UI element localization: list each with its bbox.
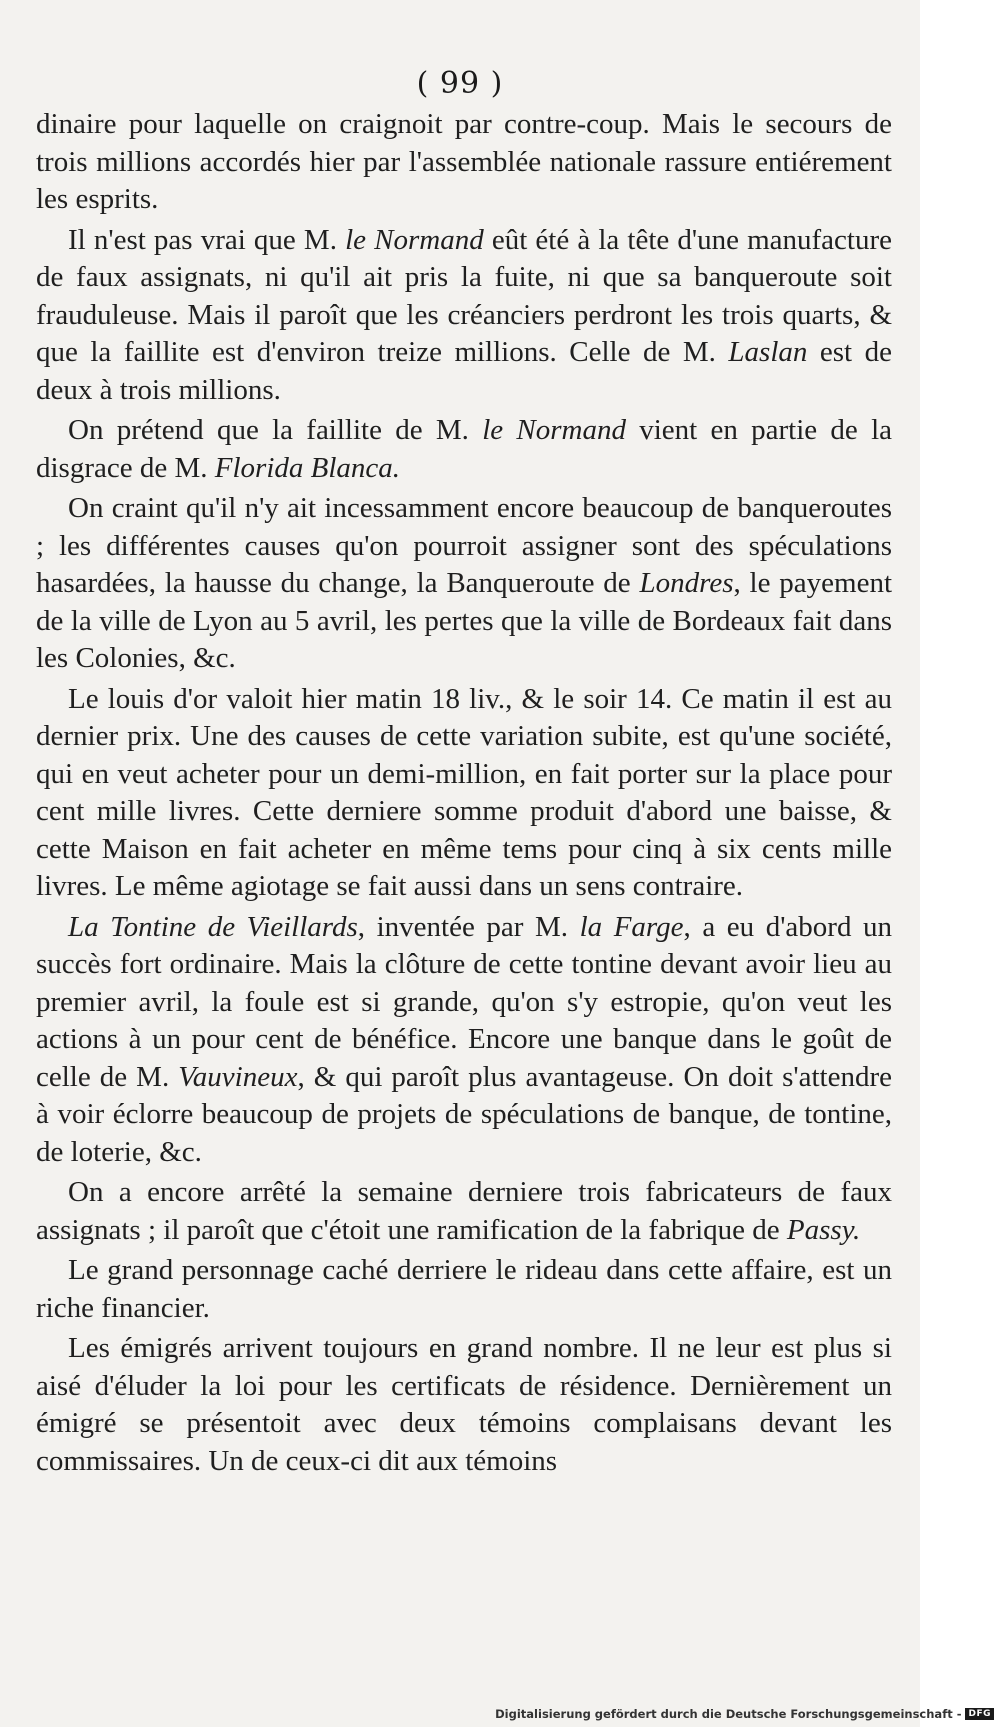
paragraph (36, 490, 892, 678)
text-run: Le louis d'or valoit hier matin 18 liv., & le soir 14. Ce matin il est au dernier prix. Une des causes de cette variation subite, est qu'une société, qui en veut acheter pour un demi-million, en fait porter sur la place pour cent mille livres. Cette derniere somme produit d'abord une baisse, & cette Maison en fait acheter en même tems pour cinq à six cents mille livres. Le même agiotage se fait aussi dans un sens contraire. (36, 682, 892, 902)
paragraph (36, 412, 892, 487)
italic-name: Vauvineux (178, 1060, 298, 1093)
page-number: ( 99 ) (416, 66, 504, 101)
italic-name: Florida Blanca. (214, 451, 401, 484)
text-run: est de deux à trois millions. (36, 336, 892, 406)
text-run: On prétend que la faillite de M. (68, 414, 483, 446)
italic-name: la Farge (579, 910, 684, 943)
digitization-credit (495, 1705, 994, 1723)
text-run: , a eu d'abord un succès fort ordinaire. Mais la clôture de cette tontine devant avoir lieu au premier avril, la foule est si grande, qu'on s'y estropie, qu'on veut les actions à un pour cent de bénéfice. Encore une banque dans le goût de celle de M. (36, 910, 893, 1093)
text-run: On a encore arrêté la semaine derniere trois fabricateurs de faux assignats ; il paroît que c'étoit une ramification de la fabrique de (36, 1176, 892, 1246)
text-run: , le payement de la ville de Lyon au 5 avril, les pertes que la ville de Bordeaux fait dans les Colonies, &c. (36, 567, 892, 674)
italic-name: Londres (639, 567, 734, 599)
paragraph (36, 222, 892, 410)
italic-name: Laslan (728, 336, 808, 368)
dfg-logo-icon: DFG (965, 1708, 994, 1720)
page-body-text (36, 106, 892, 1483)
text-run: , inventée par M. (357, 910, 580, 943)
paragraph (36, 1330, 892, 1480)
text-run: dinaire pour laquelle on craignoit par contre-coup. Mais le secours de trois millions accordés hier par l'assemblée nationale rassure entiérement les esprits. (36, 108, 892, 215)
italic-name: La Tontine de Vieillards (68, 910, 358, 943)
paragraph (36, 681, 892, 906)
paragraph (36, 106, 892, 219)
paragraph (36, 1252, 892, 1327)
italic-name: le Normand (482, 414, 626, 446)
text-run: , & qui paroît plus avantageuse. On doit s'attendre à voir éclorre beaucoup de projets de spéculations de banque, de tontine, de loterie, &c. (36, 1060, 892, 1168)
paragraph (36, 909, 892, 1172)
text-run: Il n'est pas vrai que M. (68, 223, 346, 256)
paragraph (36, 1174, 892, 1249)
credit-text: Digitalisierung gefördert durch die Deutsche Forschungsgemeinschaft - (495, 1707, 962, 1721)
italic-name: Passy. (786, 1213, 861, 1246)
text-run: vient en partie de la disgrace de M. (36, 414, 892, 484)
text-run: Les émigrés arrivent toujours en grand nombre. Il ne leur est plus si aisé d'éluder la loi pour les certificats de résidence. Dernièrement un émigré se présentoit avec deux témoins complaisans devant les commissaires. Un de ceux-ci dit aux témoins (36, 1332, 892, 1477)
italic-name: le Normand (345, 223, 484, 256)
text-run: Le grand personnage caché derriere le rideau dans cette affaire, est un riche financier. (36, 1254, 892, 1324)
text-run: On craint qu'il n'y ait incessamment encore beaucoup de banqueroutes ; les différentes causes qu'on pourroit assigner sont des spéculations hasardées, la hausse du change, la Banqueroute de (36, 492, 892, 599)
text-run: eût été à la tête d'une manufacture de faux assignats, ni qu'il ait pris la fuite, ni que sa banqueroute soit frauduleuse. Mais il paroît que les créanciers perdront les trois quarts, & que la faillite est d'environ treize millions. Celle de M. (36, 223, 893, 368)
